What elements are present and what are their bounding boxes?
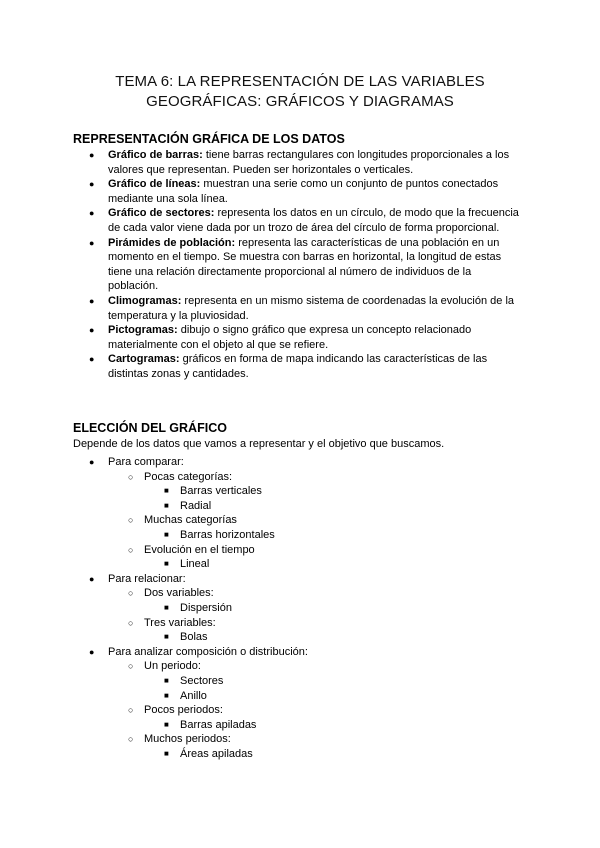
definition-line	[108, 309, 249, 324]
definition-term: Pictogramas:	[108, 324, 178, 337]
definition-line	[108, 338, 328, 353]
outline-item-level-2: Tres variables:	[144, 616, 216, 629]
square-bullet-icon: ■	[164, 559, 169, 569]
definition-text: valores que representan. Pueden ser horizontales o verticales.	[108, 163, 414, 176]
definition-text: representa las características de una población en un	[238, 236, 500, 249]
definition-line	[108, 294, 514, 309]
circle-bullet-icon: ○	[128, 734, 134, 745]
definition-line	[108, 279, 158, 294]
definition-text: momento en el tiempo. Se muestra con barras en horizontal, la longitud de estas	[108, 251, 502, 264]
bullet-icon: ●	[89, 457, 95, 467]
square-bullet-icon: ■	[164, 676, 169, 685]
outline-item-level-3: Bolas	[180, 631, 208, 644]
definition-text: mediante una sola línea.	[108, 192, 228, 205]
outline-item-level-1: Para comparar:	[108, 456, 184, 468]
document-title	[0, 72, 600, 112]
outline-item-level-3: Barras apiladas	[180, 718, 257, 731]
definition-line	[108, 250, 501, 265]
outline-item-level-2: Muchas categorías	[144, 514, 237, 527]
eleccion-intro: Depende de los datos que vamos a representar y el objetivo que buscamos.	[73, 438, 445, 450]
square-bullet-icon: ■	[164, 632, 169, 642]
square-bullet-icon: ■	[164, 486, 169, 496]
definition-line	[108, 148, 509, 163]
definition-text: de cada valor viene dada por un trozo de área del círculo de forma proporcional.	[108, 222, 500, 234]
definition-text: gráficos en forma de mapa indicando las características de las	[182, 353, 488, 366]
definition-line	[108, 367, 249, 382]
definition-text: representa los datos en un círculo, de modo que la frecuencia	[217, 207, 519, 220]
definition-term: Gráfico de líneas:	[108, 178, 201, 191]
outline-item-level-3: Barras horizontales	[180, 529, 275, 541]
definition-term: Climogramas:	[108, 295, 182, 307]
outline-item-level-1: Para relacionar:	[108, 572, 186, 585]
square-bullet-icon: ■	[164, 500, 169, 510]
title-line-2: GEOGRÁFICAS: GRÁFICOS Y DIAGRAMAS	[146, 93, 454, 110]
outline-item-level-3: Lineal	[180, 558, 210, 571]
definition-text: materialmente con el objeto al que se refiere.	[108, 338, 329, 351]
definition-line	[108, 265, 471, 280]
outline-item-level-3: Barras verticales	[180, 485, 262, 498]
definition-text: distintas zonas y cantidades.	[108, 368, 249, 380]
outline-item-level-2: Dos variables:	[144, 587, 214, 600]
circle-bullet-icon: ○	[128, 588, 134, 599]
square-bullet-icon: ■	[164, 690, 169, 700]
bullet-icon: ●	[89, 354, 95, 365]
definition-term: Pirámides de población:	[108, 236, 236, 249]
outline-item-level-3: Sectores	[180, 675, 224, 687]
circle-bullet-icon: ○	[128, 471, 134, 482]
definition-text: representa en un mismo sistema de coordenadas la evolución de la	[184, 295, 515, 307]
outline-item-level-3: Radial	[180, 499, 212, 512]
outline-item-level-3: Anillo	[180, 689, 207, 702]
square-bullet-icon: ■	[164, 749, 169, 758]
square-bullet-icon: ■	[164, 603, 169, 612]
definition-line	[108, 221, 499, 236]
definition-line	[108, 192, 228, 207]
section-heading-representacion: REPRESENTACIÓN GRÁFICA DE LOS DATOS	[73, 132, 345, 146]
definition-text: tiene una relación directamente proporcional al número de individuos de la	[108, 265, 472, 278]
section-heading-eleccion: ELECCIÓN DEL GRÁFICO	[73, 421, 227, 435]
outline-item-level-2: Pocos periodos:	[144, 704, 223, 717]
definition-line	[108, 323, 471, 338]
outline-item-level-2: Un periodo:	[144, 660, 201, 673]
outline-item-level-2: Pocas categorías:	[144, 470, 233, 483]
definition-term: Cartogramas:	[108, 353, 180, 366]
definition-line	[108, 163, 413, 178]
square-bullet-icon: ■	[164, 719, 169, 729]
definition-text: dibujo o signo gráfico que expresa un concepto relacionado	[180, 324, 472, 337]
bullet-icon: ●	[89, 208, 95, 219]
definition-line	[108, 352, 487, 367]
definition-term: Gráfico de sectores:	[108, 207, 215, 220]
definition-text: población.	[108, 280, 159, 293]
bullet-icon: ●	[89, 573, 95, 584]
bullet-icon: ●	[89, 646, 95, 657]
outline-item-level-2: Evolución en el tiempo	[144, 543, 255, 556]
bullet-icon: ●	[89, 179, 95, 190]
title-line-1: TEMA 6: LA REPRESENTACIÓN DE LAS VARIABLES	[115, 73, 485, 90]
bullet-icon: ●	[89, 237, 95, 248]
outline-item-level-1: Para analizar composición o distribución:	[108, 645, 308, 658]
circle-bullet-icon: ○	[128, 617, 134, 628]
outline-item-level-2: Muchos periodos:	[144, 733, 231, 746]
bullet-icon: ●	[89, 150, 95, 160]
bullet-icon: ●	[89, 325, 95, 336]
definition-line	[108, 236, 499, 251]
definition-text: tiene barras rectangulares con longitudes proporcionales a los	[205, 149, 510, 161]
definition-text: muestran una serie como un conjunto de puntos conectados	[203, 178, 499, 191]
definition-line	[108, 177, 498, 192]
circle-bullet-icon: ○	[128, 515, 134, 526]
circle-bullet-icon: ○	[128, 705, 134, 716]
definition-text: temperatura y la pluviosidad.	[108, 309, 249, 322]
circle-bullet-icon: ○	[128, 661, 134, 672]
circle-bullet-icon: ○	[128, 544, 134, 555]
outline-item-level-3: Áreas apiladas	[180, 748, 253, 760]
square-bullet-icon: ■	[164, 530, 169, 539]
definition-line	[108, 206, 519, 221]
definition-term: Gráfico de barras:	[108, 149, 203, 161]
outline-item-level-3: Dispersión	[180, 602, 232, 614]
bullet-icon: ●	[89, 296, 95, 306]
